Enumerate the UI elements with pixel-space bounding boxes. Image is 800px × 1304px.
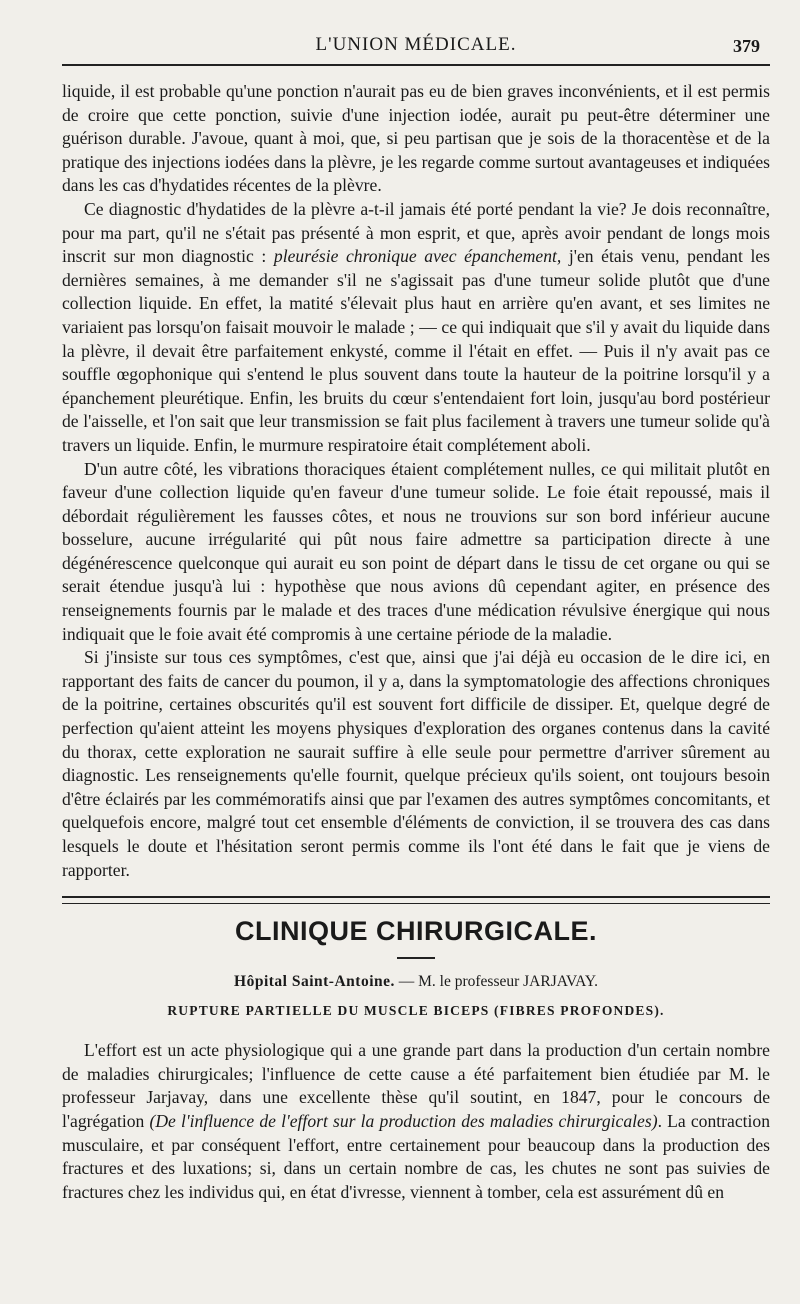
page-number: 379 xyxy=(733,36,760,56)
body-text xyxy=(62,80,770,882)
article-text xyxy=(62,1039,770,1204)
article-text-end: . La contraction musculaire, et par conséquent l'effort, entre certainement pour beaucoup dans la production des fractures et des luxations; si, dans un certain nombre de cas, les chutes ne sont pas suivies de fractures chez les individus qui, en état d'ivresse, viennent à tomber, cela est assurément dû en xyxy=(62,1110,770,1202)
article-paragraph-1 xyxy=(62,1039,770,1204)
paragraph-2-text-end: j'en étais venu, pendant les dernières semaines, à me demander s'il ne s'agissait pas d'une tumeur solide plutôt que d'une collection liquide. En effet, la matité s'élevait plus haut en arrière qu'en avant, et ses limites ne variaient pas lorsqu'on faisait mouvoir le malade ; — ce qui indiquait que s'il y avait du liquide dans la plèvre, il devait être parfaitement enkysté, comme il l'était en effet. — Puis il n'y avait pas ce souffle œgophonique qui s'entend le plus souvent dans toute la hauteur de la poitrine lorsqu'il y a épanchement pleurétique. Enfin, les bruits du cœur s'entendaient fort loin, jusqu'au bord postérieur de l'aisselle, et l'on sait que leur transmission se fait plus facilement à travers une tumeur solide qu'à travers un liquide. Enfin, le murmure respiratoire était complétement aboli. xyxy=(62,246,771,455)
section-divider xyxy=(62,896,770,904)
running-title: L'UNION MÉDICALE. xyxy=(315,34,517,55)
paragraph-1: liquide, il est probable qu'une ponction n'aurait pas eu de bien graves inconvénients, et il est permis de croire que cette ponction, suivie d'une injection iodée, aurait pu peut-être déterminer une guérison durable. J'avoue, quant à moi, que, si peu partisan que je sois de la thoracentèse et de la pratique des injections iodées dans la plèvre, je les regarde comme surtout avantageuses et indiquées dans les cas d'hydatides récentes de la plèvre. xyxy=(62,81,770,196)
hospital-name: Hôpital Saint-Antoine. xyxy=(234,973,395,991)
article-subject: RUPTURE PARTIELLE DU MUSCLE BICEPS (FIBRES PROFONDES). xyxy=(167,1003,665,1019)
diagnosis-italic: pleurésie chronique avec épanchement, xyxy=(273,246,562,267)
clinic-line xyxy=(62,973,770,991)
paragraph-2 xyxy=(62,198,770,458)
professor-name: — M. le professeur JARJAVAY. xyxy=(394,973,598,991)
title-rule xyxy=(397,957,435,959)
thesis-title-italic: (De l'influence de l'effort sur la production des maladies chirurgicales) xyxy=(149,1110,658,1131)
section-title: CLINIQUE CHIRURGICALE. xyxy=(235,916,597,947)
paragraph-3: D'un autre côté, les vibrations thoraciques étaient complétement nulles, ce qui militait plutôt en faveur d'une collection liquide qu'en faveur d'une tumeur solide. Le foie était repoussé, mais il débordait régulièrement les fausses côtes, et nous ne trouvions sur son bord inférieur aucune bosselure, aucune irrégularité qui pût nous faire admettre sa participation directe à une dégénérescence quelconque qui aurait eu son point de départ dans le tissu de cet organe ou qui se serait étendue jusqu'à lui : hypothèse que nous avions dû cependant agiter, en présence des renseignements fournis par le malade et des traces d'une médication révulsive énergique qui nous indiquait que le foie avait été compromis à une certaine période de la maladie. xyxy=(62,458,770,644)
article-text-start: L'effort est un acte physiologique qui a une grande part dans la production d'un certain nombre de maladies chirurgicales; l'influence de cette cause a été parfaitement bien étudiée par M. le professeur Jarjavay, dans une excellente thèse qu'il soutint, en 1847, pour le concours de l'agrégation xyxy=(62,1040,770,1131)
paragraph-2-text-start: Ce diagnostic d'hydatides de la plèvre a-t-il jamais été porté pendant la vie? Je dois reconnaître, pour ma part, qu'il ne s'était pas présenté à mon esprit, et que, après avoir pendant de longs mois inscrit sur mon diagnostic : xyxy=(62,198,770,267)
paragraph-4: Si j'insiste sur tous ces symptômes, c'est que, ainsi que j'ai déjà eu occasion de le dire ici, en rapportant des faits de cancer du poumon, il y a, dans la symptomatologie des affections chroniques de la poitrine, certaines obscurités qu'il est souvent fort difficile de dissiper. Et, quelque degré de perfection qu'aient atteint les moyens physiques d'exploration des organes contenus dans la cavité du thorax, cette exploration ne saurait suffire à elle seule pour permettre d'arriver sûrement au diagnostic. Les renseignements qu'elle fournit, quelque précieux qu'ils soient, ont toujours besoin d'être éclairés par les commémoratifs ainsi que par l'examen des autres symptômes concomitants, et quelquefois encore, malgré tout cet ensemble d'éléments de conviction, il se trouvera des cas dans lesquels le doute et l'hésitation seront permis comme ils l'ont été dans le fait que je viens de rapporter. xyxy=(62,647,770,880)
running-head xyxy=(62,28,770,66)
